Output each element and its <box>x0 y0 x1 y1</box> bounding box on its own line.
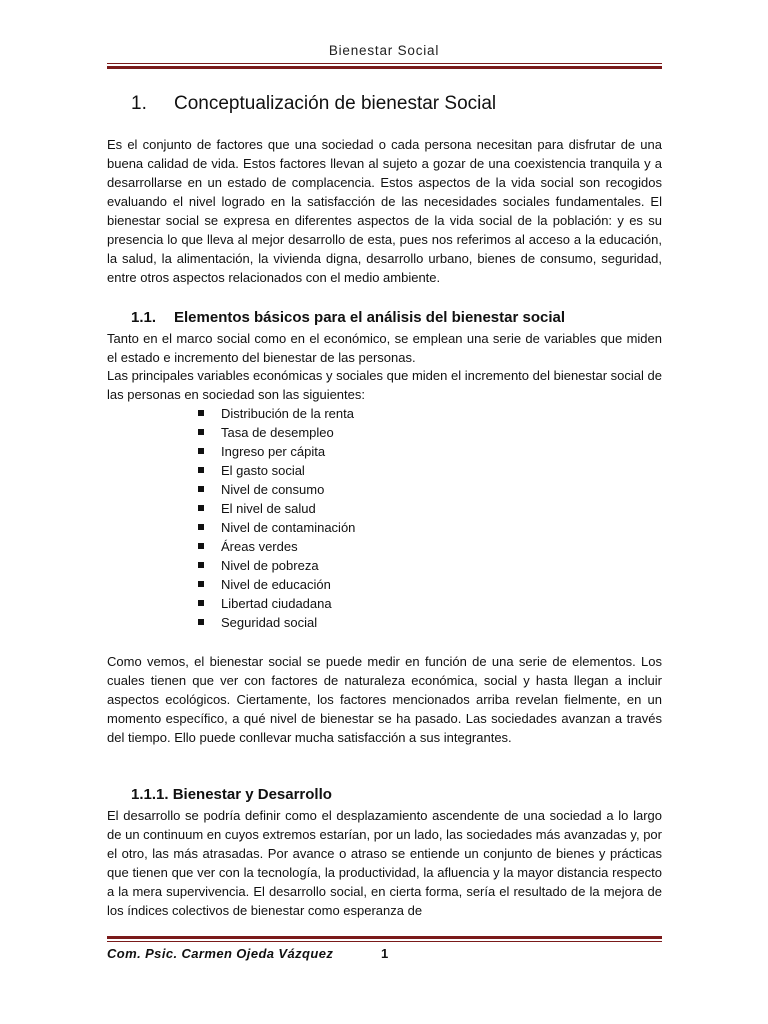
section-1-title: Conceptualización de bienestar Social <box>174 93 497 114</box>
list-item: Nivel de contaminación <box>0 518 355 537</box>
footer-rule <box>107 936 662 942</box>
section-1-1-1-paragraph: El desarrollo se podría definir como el desplazamiento ascendente de una sociedad a lo largo de un continuum en cuyos extremos estarían, por un lado, las sociedades más avanzadas y, por el otro, las más atrasadas. Por avance o atraso se entiende un conjunto de bienes y prácticas que tienen que ver con la tecnología, la productividad, la afluencia y la mayor distancia respecto a la mera supervivencia. El desarrollo social, en cierta forma, sería el resultado de la mejora de los índices colectivos de bienestar como esperanza de <box>107 808 662 918</box>
section-1-1-heading <box>131 309 565 326</box>
list-item: Nivel de pobreza <box>0 556 355 575</box>
list-item: El nivel de salud <box>0 499 355 518</box>
bullet-square-icon <box>198 543 204 549</box>
section-1-1-paragraph-1: Tanto en el marco social como en el económico, se emplean una serie de variables que miden el estado e incremento del bienestar de las personas. <box>107 331 662 365</box>
header-rule <box>107 63 662 69</box>
bullet-square-icon <box>198 467 204 473</box>
section-1-1-paragraph-3: Como vemos, el bienestar social se puede medir en función de una serie de elementos. Los cuales tienen que ver con factores de naturaleza económica, social y hasta llegan a incluir aspectos ecológicos. Ciertamente, los factores mencionados arriba revelan fielmente, en un momento específico, a qué nivel de bienestar se ha pasado. Las sociedades avanzan a través del tiempo. Ello puede conllevar mucha satisfacción a sus integrantes. <box>107 654 662 745</box>
list-item: Ingreso per cápita <box>0 442 355 461</box>
list-item: Áreas verdes <box>0 537 355 556</box>
section-1-heading <box>131 93 496 115</box>
list-item: Seguridad social <box>0 613 355 632</box>
footer-author: Com. Psic. Carmen Ojeda Vázquez <box>107 946 334 961</box>
list-item: Nivel de consumo <box>0 480 355 499</box>
bullet-square-icon <box>198 410 204 416</box>
page-header-title: Bienestar Social <box>328 43 440 58</box>
bullet-square-icon <box>198 448 204 454</box>
bullet-square-icon <box>198 562 204 568</box>
section-1-1-number: 1.1. <box>131 309 157 326</box>
list-item: Nivel de educación <box>0 575 355 594</box>
page-number: 1 <box>381 946 389 961</box>
variables-list <box>0 404 355 632</box>
bullet-square-icon <box>198 619 204 625</box>
bullet-square-icon <box>198 581 204 587</box>
bullet-square-icon <box>198 429 204 435</box>
list-item: El gasto social <box>0 461 355 480</box>
section-1-number: 1. <box>131 93 147 114</box>
section-1-1-paragraph-2: Las principales variables económicas y sociales que miden el incremento del bienestar social de las personas en sociedad son las siguientes: <box>107 368 662 402</box>
section-1-paragraph: Es el conjunto de factores que una sociedad o cada persona necesitan para disfrutar de una buena calidad de vida. Estos factores llevan al sujeto a gozar de una coexistencia tranquila y a desarrollarse en un estado de complacencia. Estos aspectos de la vida social son recogidos evaluando el nivel logrado en la satisfacción de las necesidades sociales fundamentales. El bienestar social se expresa en diferentes aspectos de la vida social de la población: y es su presencia lo que lleva al mejor desarrollo de esta, pues nos referimos al acceso a la educación, la salud, la alimentación, la vivienda digna, desarrollo urbano, bienes de consumo, seguridad, entre otros aspectos relacionados con el medio ambiente. <box>107 137 662 285</box>
list-item: Distribución de la renta <box>0 404 355 423</box>
section-1-1-title: Elementos básicos para el análisis del bienestar social <box>174 309 566 326</box>
list-item: Tasa de desempleo <box>0 423 355 442</box>
bullet-square-icon <box>198 600 204 606</box>
bullet-square-icon <box>198 486 204 492</box>
bullet-square-icon <box>198 524 204 530</box>
bullet-square-icon <box>198 505 204 511</box>
list-item: Libertad ciudadana <box>0 594 355 613</box>
section-1-1-1-heading: 1.1.1. Bienestar y Desarrollo <box>131 786 332 803</box>
